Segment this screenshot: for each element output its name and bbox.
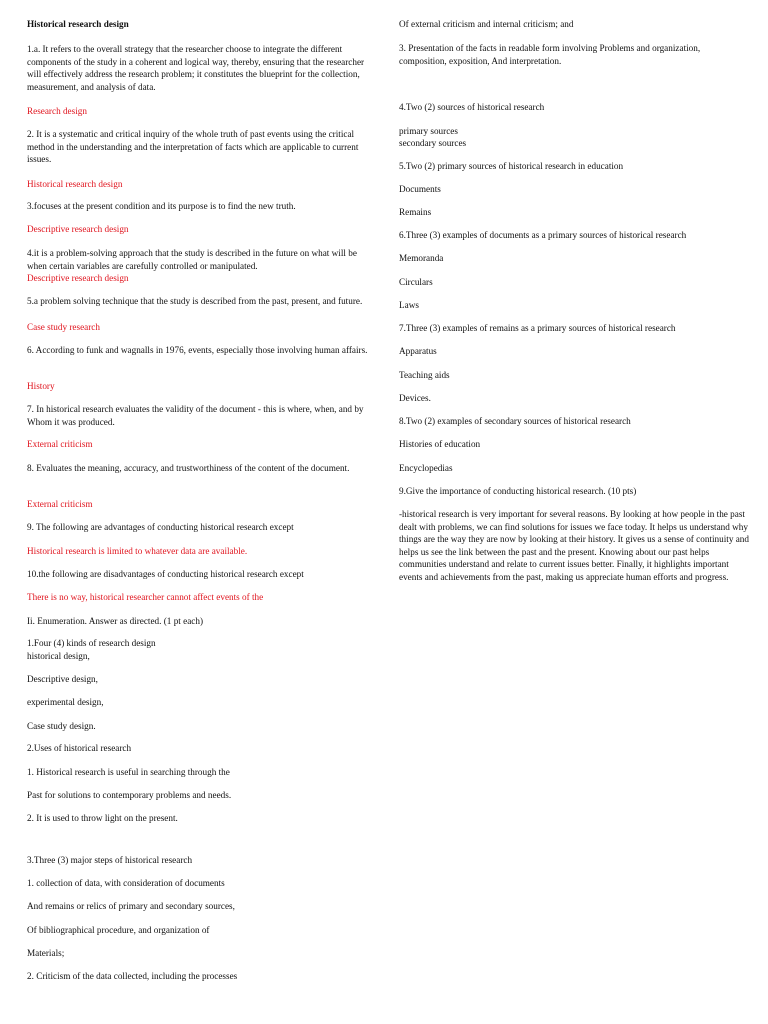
- question-3: 3.focuses at the present condition and its purpose is to find the new truth.: [27, 201, 296, 211]
- enum-6-question: 6.Three (3) examples of documents as a primary sources of historical research: [399, 230, 687, 240]
- enum-3-item: 1. collection of data, with consideration of documents: [27, 878, 225, 888]
- answer-3: Descriptive research design: [27, 224, 129, 234]
- enum-7-question: 7.Three (3) examples of remains as a primary sources of historical research: [399, 323, 676, 333]
- question-5: 5.a problem solving technique that the study is described from the past, present, and future.: [27, 296, 363, 306]
- question-2: 2. It is a systematic and critical inquiry of the whole truth of past events using the critical method in the understanding and the interpretation of facts which are applicable to current issues.: [27, 129, 359, 165]
- enum-1-item: experimental design,: [27, 697, 104, 707]
- section-2-heading: Ii. Enumeration. Answer as directed. (1 pt each): [27, 616, 204, 626]
- enum-6-item: Laws: [399, 300, 419, 310]
- enum-5-item: Remains: [399, 207, 432, 217]
- enum-5-item: Documents: [399, 184, 441, 194]
- answer-10: There is no way, historical researcher cannot affect events of the: [27, 592, 264, 602]
- enum-6-item: Memoranda: [399, 253, 444, 263]
- essay-question: 9.Give the importance of conducting historical research. (10 pts): [399, 486, 637, 496]
- enum-1-item: Descriptive design,: [27, 674, 98, 684]
- question-7: 7. In historical research evaluates the validity of the document - this is where, when, and by Whom it was produced.: [27, 404, 364, 427]
- enum-3-item: Materials;: [27, 948, 65, 958]
- enum-7-item: Apparatus: [399, 346, 437, 356]
- enum-8-item: Encyclopedias: [399, 463, 453, 473]
- enum-3-question: 3.Three (3) major steps of historical research: [27, 855, 193, 865]
- enum-3-item: 2. Criticism of the data collected, including the processes: [27, 971, 238, 981]
- enum-2-item: 1. Historical research is useful in searching through the: [27, 767, 230, 777]
- enum-7-item: Teaching aids: [399, 370, 450, 380]
- answer-2: Historical research design: [27, 179, 123, 189]
- essay-answer: -historical research is very important for several reasons. By looking at how people in the past dealt with problems, we can find solutions for issues we face today. It helps us understand why things are the way they are now by looking at their history. It gives us a sense of continuity and helps us see the link between the past and the present. Knowing about our past helps communities understand and relate to current issues better. Finally, it highlights important events and achievements from the past, making us appreciate human efforts and progress.: [399, 509, 749, 582]
- enum-1-item: Case study design.: [27, 721, 96, 731]
- answer-1a: Research design: [27, 106, 87, 116]
- question-8: 8. Evaluates the meaning, accuracy, and trustworthiness of the content of the document.: [27, 463, 350, 473]
- answer-9: Historical research is limited to whatever data are available.: [27, 546, 248, 556]
- answer-4: Descriptive research design: [27, 273, 129, 283]
- enum-4-item: primary sources: [399, 126, 458, 136]
- enum-7-item: Devices.: [399, 393, 431, 403]
- question-1a: 1.a. It refers to the overall strategy that the researcher choose to integrate the different components of the study in a coherent and logical way, thereby, ensuring that the researcher will effectively address the research problem; it constitutes the blueprint for the collection, measurement, and analysis of data.: [27, 44, 365, 92]
- answer-6: History: [27, 381, 55, 391]
- enum-8-question: 8.Two (2) examples of secondary sources of historical research: [399, 416, 631, 426]
- enum-4-item: secondary sources: [399, 138, 467, 148]
- question-9: 9. The following are advantages of conducting historical research except: [27, 522, 294, 532]
- answer-5: Case study research: [27, 322, 100, 332]
- enum-5-question: 5.Two (2) primary sources of historical research in education: [399, 161, 624, 171]
- enum-3-item: Of external criticism and internal criticism; and: [399, 19, 574, 29]
- enum-1-item: historical design,: [27, 651, 90, 661]
- enum-3-item: And remains or relics of primary and secondary sources,: [27, 901, 235, 911]
- enum-3-item: 3. Presentation of the facts in readable form involving Problems and organization, composition, exposition, And interpretation.: [399, 43, 701, 66]
- question-6: 6. According to funk and wagnalls in 1976, events, especially those involving human affairs.: [27, 345, 368, 355]
- enum-2-item: 2. It is used to throw light on the present.: [27, 813, 178, 823]
- enum-8-item: Histories of education: [399, 439, 481, 449]
- answer-7: External criticism: [27, 439, 93, 449]
- enum-4-question: 4.Two (2) sources of historical research: [399, 102, 545, 112]
- enum-1-question: 1.Four (4) kinds of research design: [27, 638, 156, 648]
- question-4: 4.it is a problem-solving approach that the study is described in the future on what will be when certain variables are carefully controlled or manipulated.: [27, 248, 357, 271]
- document-title: Historical research design: [27, 19, 129, 29]
- answer-8: External criticism: [27, 499, 93, 509]
- enum-2-item: Past for solutions to contemporary problems and needs.: [27, 790, 232, 800]
- enum-2-question: 2.Uses of historical research: [27, 743, 132, 753]
- enum-3-item: Of bibliographical procedure, and organization of: [27, 925, 210, 935]
- question-10: 10.the following are disadvantages of conducting historical research except: [27, 569, 304, 579]
- enum-6-item: Circulars: [399, 277, 433, 287]
